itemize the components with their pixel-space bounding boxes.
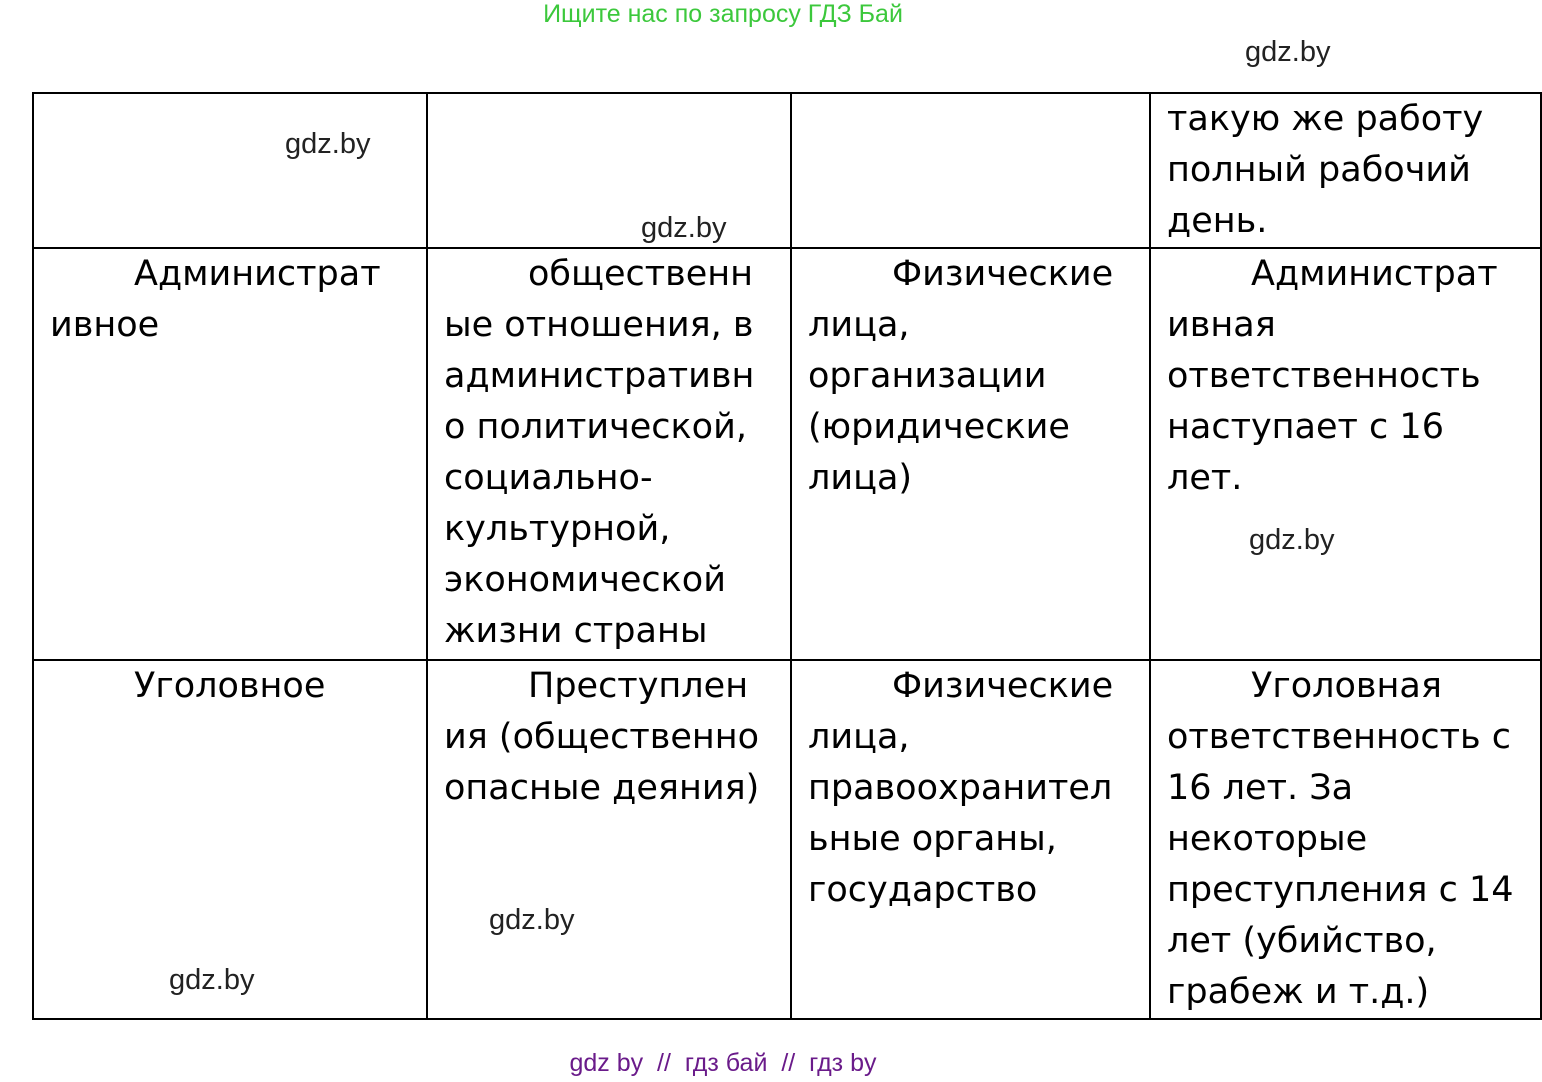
- watermark: gdz.by: [489, 904, 575, 936]
- watermark: gdz.by: [285, 128, 371, 160]
- table-cell: [1150, 248, 1541, 660]
- cell-text: ивное: [50, 305, 160, 345]
- watermark: gdz.by: [1245, 36, 1331, 68]
- top-banner: Ищите нас по запросу ГДЗ Бай: [543, 0, 903, 28]
- table-cell: [33, 248, 427, 660]
- cell-text: ивная ответственность наступает с 16 лет.: [1167, 305, 1481, 498]
- table-row: [33, 660, 1541, 1019]
- table-cell: [1150, 93, 1541, 248]
- watermark: gdz.by: [641, 212, 727, 244]
- cell-text: Физические: [892, 666, 1114, 706]
- watermark: gdz.by: [169, 964, 255, 996]
- cell-text: Уголовная: [1251, 666, 1442, 706]
- cell-text: ответственность с 16 лет. За некоторые преступления с 14 лет (убийство, грабеж и т.д.): [1167, 717, 1514, 1012]
- cell-text: Администрат: [134, 254, 381, 294]
- table-row: [33, 93, 1541, 248]
- table-row: [33, 248, 1541, 660]
- cell-text: лица, организации (юридические лица): [808, 305, 1070, 498]
- table-cell: [427, 93, 791, 248]
- table-cell: [427, 660, 791, 1019]
- table-cell: [1150, 660, 1541, 1019]
- cell-text: Администрат: [1251, 254, 1498, 294]
- table-cell: [33, 93, 427, 248]
- cell-text: Физические: [892, 254, 1114, 294]
- watermark: gdz.by: [1249, 524, 1335, 556]
- cell-text: ые отношения, в административн о политической, социально- культурной, экономической жизни страны: [444, 305, 755, 651]
- cell-text: ия (общественно опасные деяния): [444, 717, 760, 808]
- cell-text: лица, правоохранител ьные органы, государство: [808, 717, 1113, 910]
- cell-text: Уголовное: [134, 666, 326, 706]
- cell-text: Преступлен: [528, 666, 749, 706]
- table-cell: [791, 660, 1150, 1019]
- table-cell: [427, 248, 791, 660]
- cell-text: общественн: [528, 254, 754, 294]
- law-table: [32, 92, 1542, 1020]
- footer-links: gdz by // гдз бай // гдз by: [569, 1049, 877, 1077]
- table-cell: [791, 248, 1150, 660]
- cell-text: такую же работу полный рабочий день.: [1167, 99, 1484, 241]
- table-cell: [791, 93, 1150, 248]
